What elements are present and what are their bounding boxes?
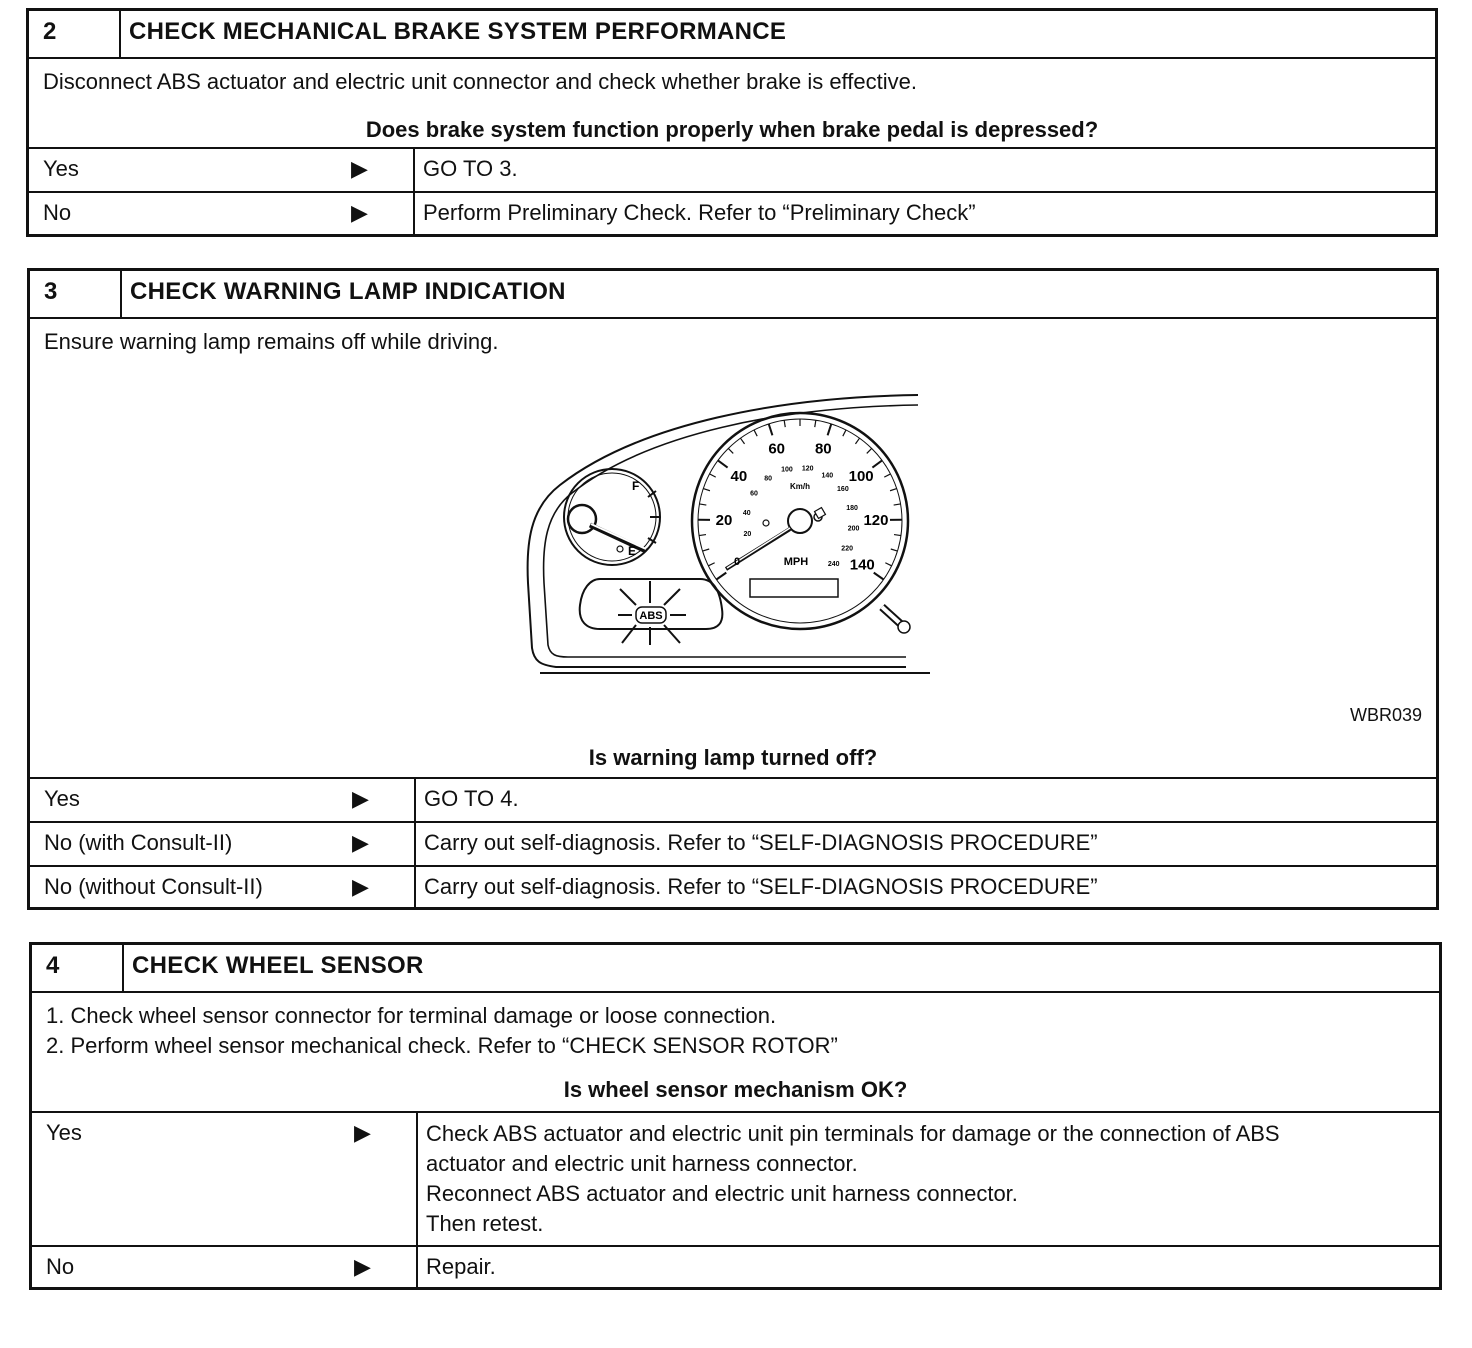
kmh-scale-label: 180 [846,504,858,512]
arrow-icon: ▶ [354,1120,371,1145]
answer-action: Perform Preliminary Check. Refer to “Preliminary Check” [423,200,976,225]
answer-label: Yes [46,1120,82,1145]
speedo-tick [828,424,832,435]
speedo-tick [885,563,891,566]
arrow-icon: ▶ [351,200,368,225]
step-3-box [27,268,1439,910]
speedo-tick [718,460,728,467]
speedo-tick [855,438,859,444]
kmh-unit-label: Km/h [790,482,810,491]
instruction-text: 2. Perform wheel sensor mechanical check. Refer to “CHECK SENSOR ROTOR” [46,1033,838,1058]
mph-scale-label: 60 [768,440,786,458]
kmh-scale-label: 60 [750,490,758,498]
speedo-tick [740,438,744,444]
abs-warning-lamp-icon [580,579,723,645]
answer-row [30,821,1436,865]
speedo-tick [703,549,710,551]
step-title: CHECK WHEEL SENSOR [132,952,424,979]
action-line: Check ABS actuator and electric unit pin terminals for damage or the connection of ABS [426,1121,1280,1146]
speedo-tick [769,424,773,435]
speedo-tick [703,489,710,491]
mph-scale-label: 80 [814,440,832,458]
step-number: 2 [29,11,121,57]
speedo-tick [699,535,706,536]
instrument-cluster-figure [520,393,940,693]
step-2-box [26,8,1438,237]
step-header [29,11,1435,57]
mph-scale-label: 120 [863,512,889,530]
speedo-tick [716,573,726,580]
step-title: CHECK WARNING LAMP INDICATION [130,278,566,305]
answer-action [418,1113,1439,1245]
speedo-tick [874,573,884,580]
speedo-tick [894,535,901,536]
speedo-tick [710,474,716,477]
speedo-tick [894,504,901,505]
step-4-box [29,942,1442,1290]
step-question: Does brake system function properly when brake pedal is depressed? [365,117,1099,142]
mph-scale-label: 100 [848,467,874,485]
kmh-scale-label: 100 [781,466,793,474]
arrow-icon: ▶ [354,1254,371,1279]
fuel-gauge-icon [564,469,660,565]
speedometer-icon [692,413,908,629]
answer-action: Carry out self-diagnosis. Refer to “SELF-DIAGNOSIS PROCEDURE” [424,874,1098,899]
answer-action: GO TO 4. [424,786,519,811]
speedo-tick [872,460,882,467]
answer-action: Carry out self-diagnosis. Refer to “SELF-DIAGNOSIS PROCEDURE” [424,830,1098,855]
arrow-icon: ▶ [352,786,369,811]
kmh-scale-label: 40 [742,510,751,518]
step-number: 4 [32,945,124,991]
speedo-tick [815,420,816,427]
answer-row [32,1111,1439,1245]
speedo-tick [843,430,846,436]
speedo-tick [728,448,733,453]
abs-lamp-label: ABS [639,610,663,622]
answer-action: GO TO 3. [423,156,518,181]
action-line: Reconnect ABS actuator and electric unit harness connector. [426,1181,1018,1206]
step-question: Is wheel sensor mechanism OK? [563,1077,908,1102]
kmh-scale-label: 120 [801,465,814,473]
answer-row [32,1245,1439,1287]
mph-scale-label: 40 [730,467,748,485]
kmh-scale-label: 200 [847,525,860,533]
zero-label: 0 [734,556,741,568]
step-header [30,271,1436,317]
instruction-text: Ensure warning lamp remains off while driving. [44,329,499,354]
step-header [32,945,1439,991]
mph-scale-label: 20 [715,512,733,530]
answer-row [30,777,1436,821]
answer-label: No (with Consult-II) [44,830,233,855]
fuel-full-label: F [632,479,640,493]
answer-label: Yes [44,786,80,811]
speedo-tick [708,563,714,566]
action-line: Then retest. [426,1211,544,1236]
mph-scale-label: 140 [849,556,875,574]
instruction-text: 1. Check wheel sensor connector for terminal damage or loose connection. [46,1003,777,1028]
kmh-scale-label: 80 [764,475,772,483]
mph-unit-label: MPH [783,556,809,568]
step-number: 3 [30,271,122,317]
answer-row [30,865,1436,907]
answer-label: No [46,1254,75,1279]
kmh-scale-label: 140 [821,472,834,480]
kmh-scale-label: 220 [841,545,853,553]
action-line: actuator and electric unit harness connector. [426,1151,858,1176]
answer-label: Yes [43,156,79,181]
speedo-tick [867,448,872,453]
trip-knob-icon [882,607,910,633]
fuel-empty-label: E [628,544,637,558]
figure-code: WBR039 [1349,705,1422,725]
answer-row [29,191,1435,234]
answer-row [29,147,1435,191]
step-title: CHECK MECHANICAL BRAKE SYSTEM PERFORMANCE [129,18,787,45]
answer-label: No [43,200,72,225]
arrow-icon: ▶ [351,156,368,181]
instruction-text: Disconnect ABS actuator and electric unit connector and check whether brake is effective. [43,69,917,94]
step-body [32,991,1439,1111]
answer-label: No (without Consult-II) [44,874,263,899]
step-body [30,317,1436,777]
speedo-tick [699,504,706,505]
speedo-tick [884,474,890,477]
speedo-tick [891,549,898,551]
arrow-icon: ▶ [352,874,369,899]
kmh-scale-label: 20 [743,530,752,538]
arrow-icon: ▶ [352,830,369,855]
answer-action: Repair. [426,1254,496,1279]
step-body [29,57,1435,147]
speedo-tick [784,420,785,427]
speedo-tick [754,430,757,436]
kmh-scale-label: 240 [827,561,840,569]
step-question: Is warning lamp turned off? [588,745,878,770]
kmh-scale-label: 160 [837,486,849,494]
speedo-tick [890,489,897,491]
